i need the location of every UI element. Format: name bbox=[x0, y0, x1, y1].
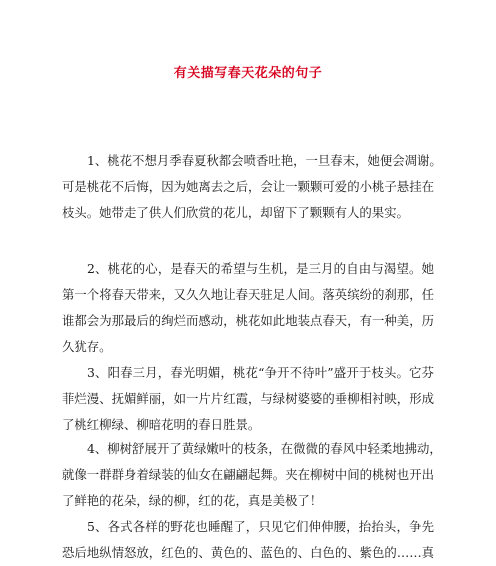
paragraph-3 bbox=[62, 360, 434, 438]
text-line: 1、桃花不想月季春夏秋都会喷香吐艳，一旦春末，她便会凋谢。 bbox=[87, 153, 442, 168]
text-line: 菲烂漫、抚媚鲜丽，如一片片红霞，与绿树婆婆的垂柳相衬映，形成 bbox=[62, 391, 434, 406]
text-line: 2、桃花的心，是春天的希望与生机，是三月的自由与渴望。她 bbox=[87, 261, 434, 276]
text-line: 3、阳春三月，春光明媚，桃花“争开不待叶”盛开于枝头。它芬 bbox=[87, 365, 434, 380]
paragraph-5 bbox=[62, 514, 434, 566]
paragraph-4 bbox=[62, 436, 442, 514]
text-line: 可是桃花不后悔，因为她离去之后，会让一颗颗可爱的小桃子悬挂在 bbox=[62, 179, 434, 194]
text-line: 了鲜艳的花朵，绿的柳，红的花，真是美极了！ bbox=[62, 493, 323, 508]
text-line: 5、各式各样的野花也睡醒了，只见它们伸伸腰，抬抬头，争先 bbox=[87, 519, 434, 534]
paragraph-2 bbox=[62, 256, 434, 360]
text-line: 谁都会为那最后的绚烂而感动，桃花如此地装点春天，有一种美，历 bbox=[62, 313, 434, 328]
text-line: 恐后地纵情怒放，红色的、黄色的、蓝色的、白色的、紫色的……真 bbox=[62, 545, 434, 560]
text-line: 第一个将春天带来，又久久地让春天驻足人间。落英缤纷的刹那，任 bbox=[62, 287, 434, 302]
text-line: 4、柳树舒展开了黄绿嫩叶的枝条，在微微的春风中轻柔地拂动， bbox=[87, 441, 442, 456]
text-line: 了桃红柳绿、柳暗花明的春日胜景。 bbox=[62, 417, 261, 432]
document-title: 有关描写春天花朵的句子 bbox=[173, 66, 323, 81]
text-line: 久犹存。 bbox=[62, 339, 112, 354]
paragraph-1 bbox=[62, 148, 442, 226]
text-line: 枝头。她带走了供人们欣赏的花儿，却留下了颗颗有人的果实。 bbox=[62, 205, 409, 220]
text-line: 就像一群群身着绿装的仙女在翩翩起舞。夹在柳树中间的桃树也开出 bbox=[62, 467, 434, 482]
